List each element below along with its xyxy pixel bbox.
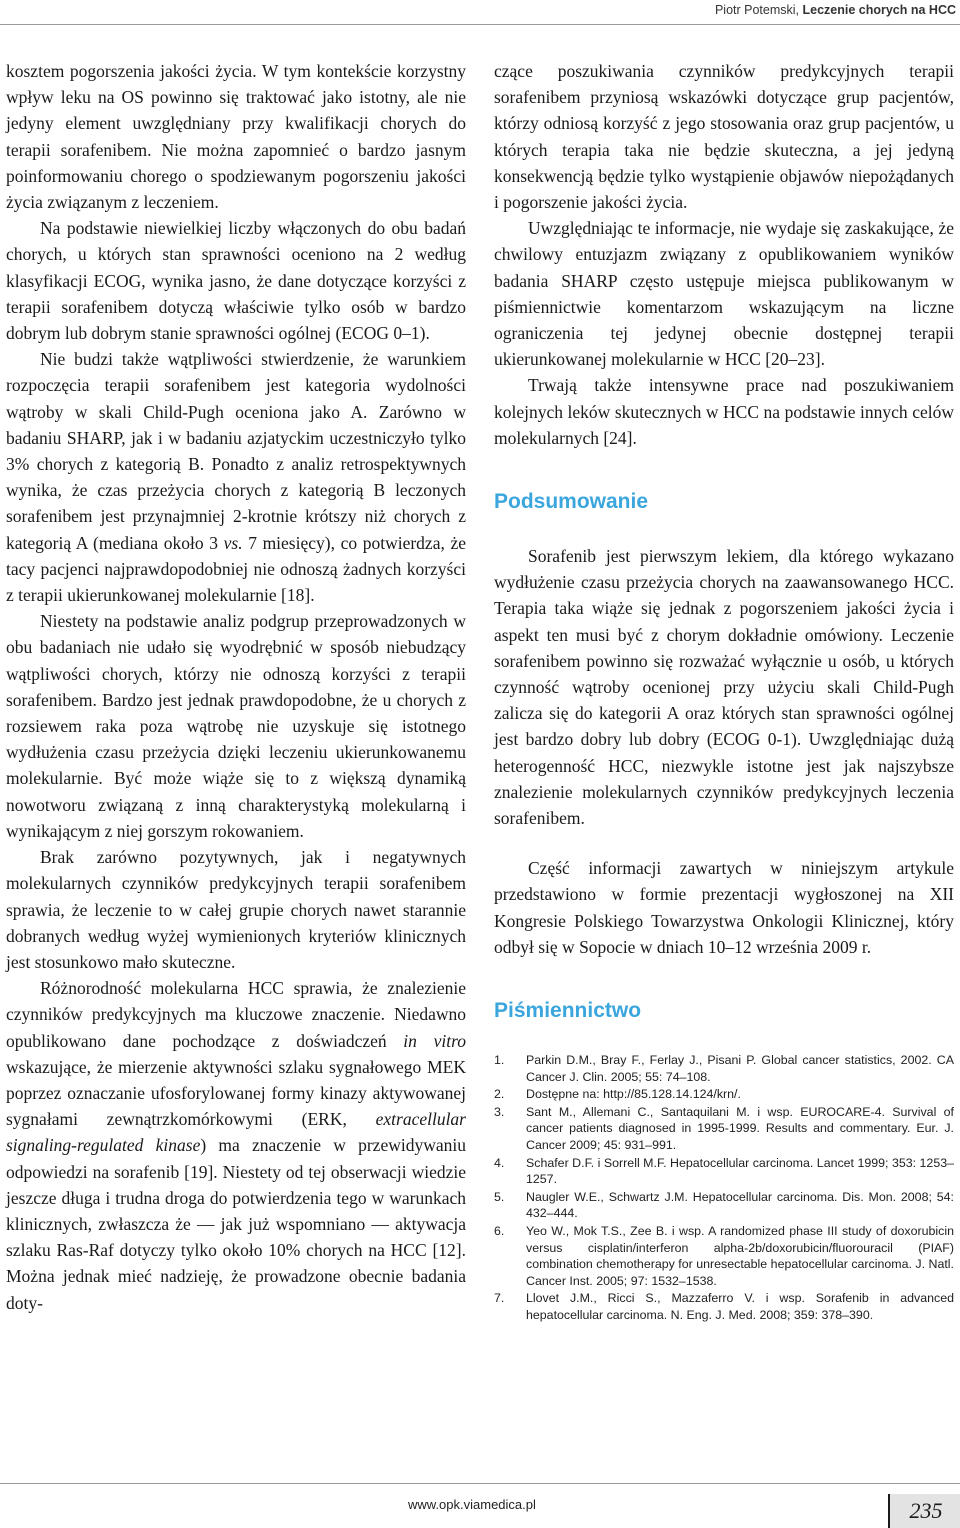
reference-item: [494, 1086, 954, 1103]
right-column: [494, 58, 954, 1341]
header-rule: [0, 24, 960, 25]
left-column: [6, 58, 466, 1316]
footer-url: www.opk.viamedica.pl: [408, 1497, 536, 1512]
reference-number: 5.: [494, 1189, 505, 1204]
italic-segment: in vitro: [403, 1030, 466, 1051]
left-paragraph-2: Na podstawie niewielkiej liczby włączonych do obu badań chorych, u których stan sprawności oceniono na 2 według klasyfikacji ECOG, wynika jasno, że dane dotyczące korzyści z terapii sorafenibem dotyczą właściwie tylko osób w bardzo dobrym lub dobrym stanie sprawności ogólnej (ECOG 0–1).: [6, 218, 466, 344]
reference-text: Dostępne na: http://85.128.14.124/krn/.: [526, 1087, 741, 1102]
right-paragraph-3: Trwają także intensywne prace nad poszukiwaniem kolejnych leków skutecznych w HCC na podstawie innych celów molekularnych [24].: [494, 375, 954, 448]
reference-item: [494, 1290, 954, 1323]
reference-item: [494, 1104, 954, 1154]
right-paragraph-2: Uwzględniając te informacje, nie wydaje się zaskakujące, że chwilowy entuzjazm związany z opublikowaniem wyników badania SHARP często ustępuje miejsca publikowanym w piśmiennictwie komentarzom wskazującym na liczne ograniczenia tej jedynej obecnie dostępnej terapii ukierunkowanej molekularnie w HCC [20–23].: [494, 218, 954, 370]
text-segment: ) ma znaczenie w przewidywaniu odpowiedzi na sorafenib [19]. Niestety od tej obserwacji wiedzie jeszcze długa i trudna droga do potwierdzenia tego w warunkach klinicznych, zwłaszcza że — jak już wspomniano — aktywacja szlaku Ras-Raf dotyczy tylko około 10% chorych na HCC [12]. Można jednak mieć nadzieję, że prowadzone obecnie badania doty-: [6, 1135, 466, 1313]
reference-item: [494, 1189, 954, 1222]
footer-rule: [0, 1483, 960, 1484]
reference-list: [494, 1052, 954, 1324]
italic-segment: vs.: [223, 532, 243, 553]
right-paragraph-1: czące poszukiwania czynników predykcyjnych terapii sorafenibem przyniosą wskazówki dotyczące grup pacjentów, którzy odniosą korzyść z jego stosowania oraz grup pacjentów, u których terapia taka nie będzie skuteczna, a jej jedyną konsekwencją będzie tylko wystąpienie objawów niepożądanych i pogorszenie jakości życia.: [494, 61, 954, 213]
reference-text: Yeo W., Mok T.S., Zee B. i wsp. A randomized phase III study of doxorubicin versus cisplatin/interferon alpha-2b/doxorubicin/fluorouracil (PIAF) combination chemotherapy for unresectable hepatocellular carcinoma. J. Natl. Cancer Inst. 2005; 97: 1532–1538.: [526, 1224, 954, 1288]
text-segment: Różnorodność molekularna HCC sprawia, że znalezienie czynników predykcyjnych ma kluczowe znaczenie. Niedawno opublikowano dane pochodzące z doświadczeń: [6, 978, 466, 1051]
reference-number: 2.: [494, 1087, 505, 1102]
reference-text: Parkin D.M., Bray F., Ferlay J., Pisani P. Global cancer statistics, 2002. CA Cancer J. Clin. 2005; 55: 74–108.: [526, 1053, 954, 1084]
summary-paragraph-1: Sorafenib jest pierwszym lekiem, dla którego wykazano wydłużenie czasu przeżycia chorych na zaawansowanego HCC. Terapia taka wiąże się jednak z pogorszeniem jakości życia i aspekt ten musi być z chorym dokładnie omówiony. Leczenie sorafenibem powinno się rozważać wyłącznie u osób, u których czynność wątroby ocenionej przy użyciu skali Child-Pugh zalicza się do kategorii A oraz których stan sprawności ogólnej jest bardzo dobry lub dobry (ECOG 0-1). Uwzględniając dużą heterogenność HCC, niezwykle istotne jest jak najszybsze znalezienie molekularnych czynników predykcyjnych leczenia sorafenibem.: [494, 546, 954, 829]
reference-item: [494, 1223, 954, 1289]
reference-number: 7.: [494, 1291, 505, 1306]
summary-paragraph-2: Część informacji zawartych w niniejszym artykule przedstawiono w formie prezentacji wygłoszonej na XII Kongresie Polskiego Towarzystwa Onkologii Klinicznej, który odbył się w Sopocie w dniach 10–12 września 2009 r.: [494, 858, 954, 957]
reference-number: 3.: [494, 1104, 505, 1119]
reference-item: [494, 1155, 954, 1188]
header-author: Piotr Potemski,: [714, 3, 803, 17]
reference-text: Llovet J.M., Ricci S., Mazzaferro V. i wsp. Sorafenib in advanced hepatocellular carcinoma. N. Eng. J. Med. 2008; 359: 378–390.: [526, 1291, 954, 1322]
reference-number: 1.: [494, 1053, 505, 1068]
text-segment: Nie budzi także wątpliwości stwierdzenie, że warunkiem rozpoczęcia terapii sorafenibem jest kategoria wydolności wątroby w skali Child-Pugh oceniona jako A. Zarówno w badaniu SHARP, jak i w badaniu azjatyckim uczestniczyło tylko 3% chorych z kategorią B. Ponadto z analiz retrospektywnych wynika, że czas przeżycia chorych z kategorią B leczonych sorafenibem jest przynajmniej 2-krotnie krótszy niż chorych z kategorią A (mediana około 3: [6, 349, 466, 553]
summary-heading: Podsumowanie: [494, 490, 649, 514]
reference-number: 4.: [494, 1155, 505, 1170]
reference-number: 6.: [494, 1224, 505, 1239]
left-paragraph-5: Brak zarówno pozytywnych, jak i negatywnych molekularnych czynników predykcyjnych terapii sorafenibem sprawia, że leczenie to w całej grupie chorych nawet starannie dobranych według wyżej wymienionych kryteriów klinicznych jest stosunkowo mało skuteczne.: [6, 847, 466, 972]
page-number: 235: [888, 1494, 960, 1528]
running-header: [715, 0, 956, 24]
left-paragraph-3: [6, 346, 466, 608]
text-segment: wskazujące, że mierzenie aktywności szlaku sygnałowego MEK poprzez oznaczanie ufosforylowanej formy kinazy aktywowanej sygnałami zewnątrzkomórkowymi (ERK,: [6, 1056, 466, 1130]
reference-item: [494, 1052, 954, 1085]
reference-text: Sant M., Allemani C., Santaquilani M. i wsp. EUROCARE-4. Survival of cancer patients diagnosed in 1995-1999. Results and commentary. Eur. J. Cancer 2009; 45: 931–991.: [526, 1104, 954, 1153]
header-title: Leczenie chorych na HCC: [802, 3, 956, 17]
left-paragraph-4: Niestety na podstawie analiz podgrup przeprowadzonych w obu badaniach nie udało się wyodrębnić w sposób niebudzący wątpliwości chorych, którzy nie odnoszą korzyści z terapii sorafenibem. Bardzo jest jednak prawdopodobne, że u chorych z rozsiewem raka poza wątrobę nie uzyskuje się istotnego wydłużenia czasu przeżycia dzięki leczeniu ukierunkowanemu molekularnie. Być może wiąże się to z większą dynamiką nowotworu związaną z inną charakterystyką molekularną i wynikającym z niej gorszym rokowaniem.: [6, 611, 466, 841]
left-paragraph-1: kosztem pogorszenia jakości życia. W tym kontekście korzystny wpływ leku na OS powinno się traktować jako istotny, ale nie jedyny element uwzględniany przy kwalifikacji chorych do terapii sorafenibem. Nie można zapomnieć o bardzo jasnym poinformowaniu chorego o spodziewanym pogorszeniu jakości życia związanym z leczeniem.: [6, 61, 466, 213]
text-segment: 7 miesięcy), co potwierdza, że tacy pacjenci najprawdopodobniej nie odnoszą żadnych korzyści z terapii ukierunkowanej molekularnie [18].: [6, 532, 466, 606]
left-paragraph-6: [6, 975, 466, 1316]
italic-segment: extracellular signaling-regulated kinase: [6, 1109, 466, 1156]
reference-text: Naugler W.E., Schwartz J.M. Hepatocellular carcinoma. Dis. Mon. 2008; 54: 432–444.: [526, 1189, 954, 1221]
references-heading: Piśmiennictwo: [494, 999, 642, 1023]
reference-text: Schafer D.F. i Sorrell M.F. Hepatocellular carcinoma. Lancet 1999; 353: 1253–1257.: [526, 1155, 954, 1187]
